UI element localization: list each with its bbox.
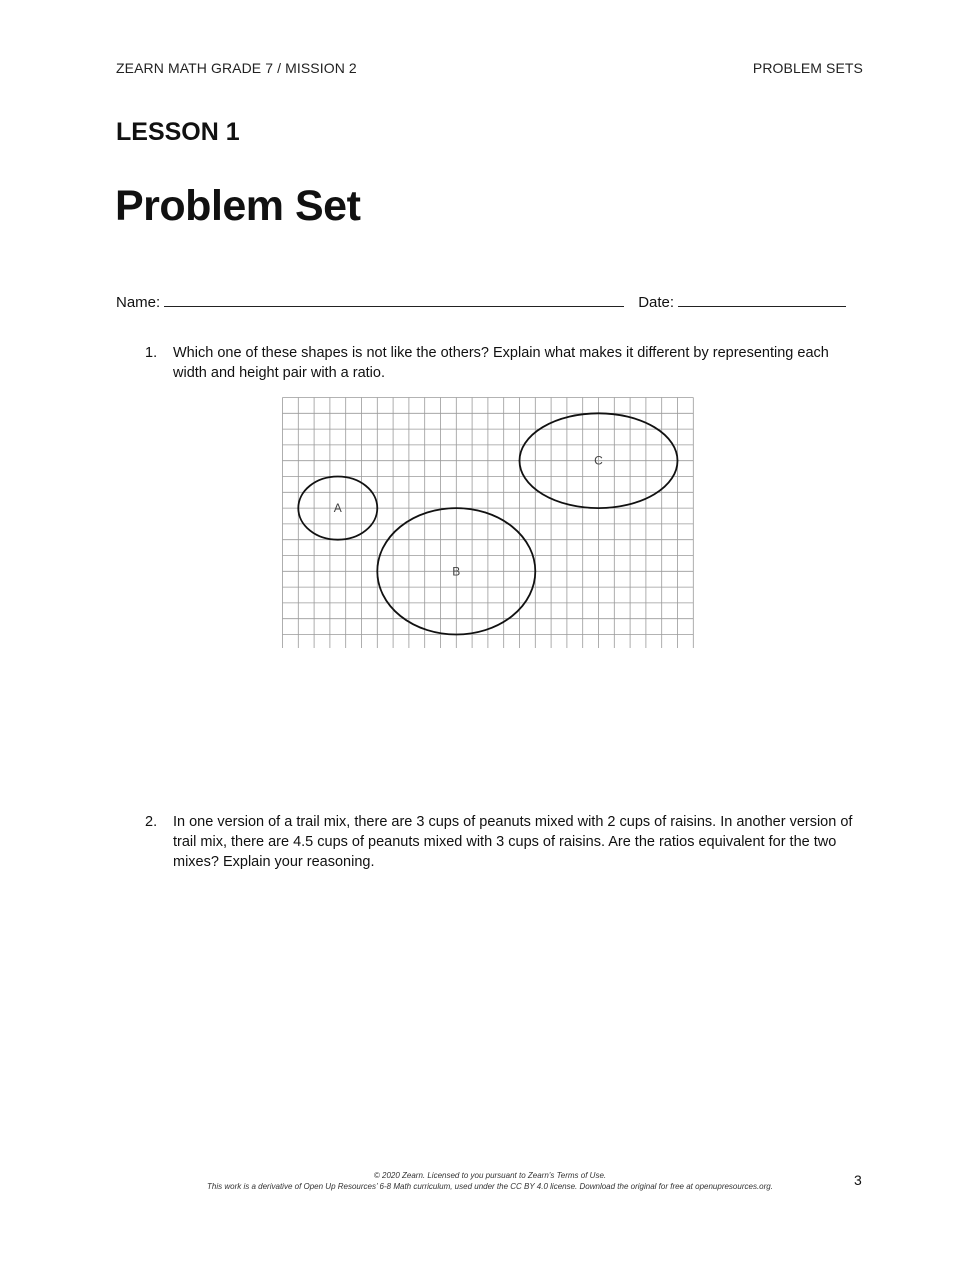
question-number: 2. [145, 814, 158, 830]
name-label: Name: [116, 294, 161, 311]
ellipse-label-b: B [452, 564, 461, 579]
date-field[interactable] [678, 292, 846, 307]
question-text: In one version of a trail mix, there are 3 cups of peanuts mixed with 2 cups of raisins. In another version of trail mix, there are 4.5 cups of peanuts mixed with 3 cups of raisins. Are the ratios equivalent for the two mixes? Explain your reasoning. [173, 814, 853, 870]
footer-license: This work is a derivative of Open Up Resources’ 6-8 Math curriculum, used under the CC BY 4.0 license. Download the original for free at openupresources.org. [207, 1182, 773, 1191]
page-title: Problem Set [115, 182, 361, 230]
date-label: Date: [638, 294, 675, 311]
question-text: Which one of these shapes is not like the others? Explain what makes it different by representing each width and height pair with a ratio. [173, 345, 829, 381]
question-2 [145, 812, 865, 872]
footer-copyright: © 2020 Zearn. Licensed to you pursuant to Zearn’s Terms of Use. [373, 1171, 607, 1180]
name-field[interactable] [164, 292, 624, 307]
header-right: PROBLEM SETS [752, 60, 863, 76]
lesson-heading: LESSON 1 [116, 118, 240, 146]
question-number: 1. [145, 345, 158, 361]
ellipse-label-a: A [333, 501, 342, 516]
ellipse-label-c: C [594, 453, 603, 468]
grid-lines [283, 398, 694, 649]
footer [150, 1170, 830, 1192]
page-number: 3 [854, 1172, 862, 1188]
question-1 [145, 343, 865, 383]
name-date-row [116, 292, 846, 311]
header-left: ZEARN MATH GRADE 7 / MISSION 2 [116, 60, 357, 76]
shapes-grid-figure [282, 397, 696, 648]
